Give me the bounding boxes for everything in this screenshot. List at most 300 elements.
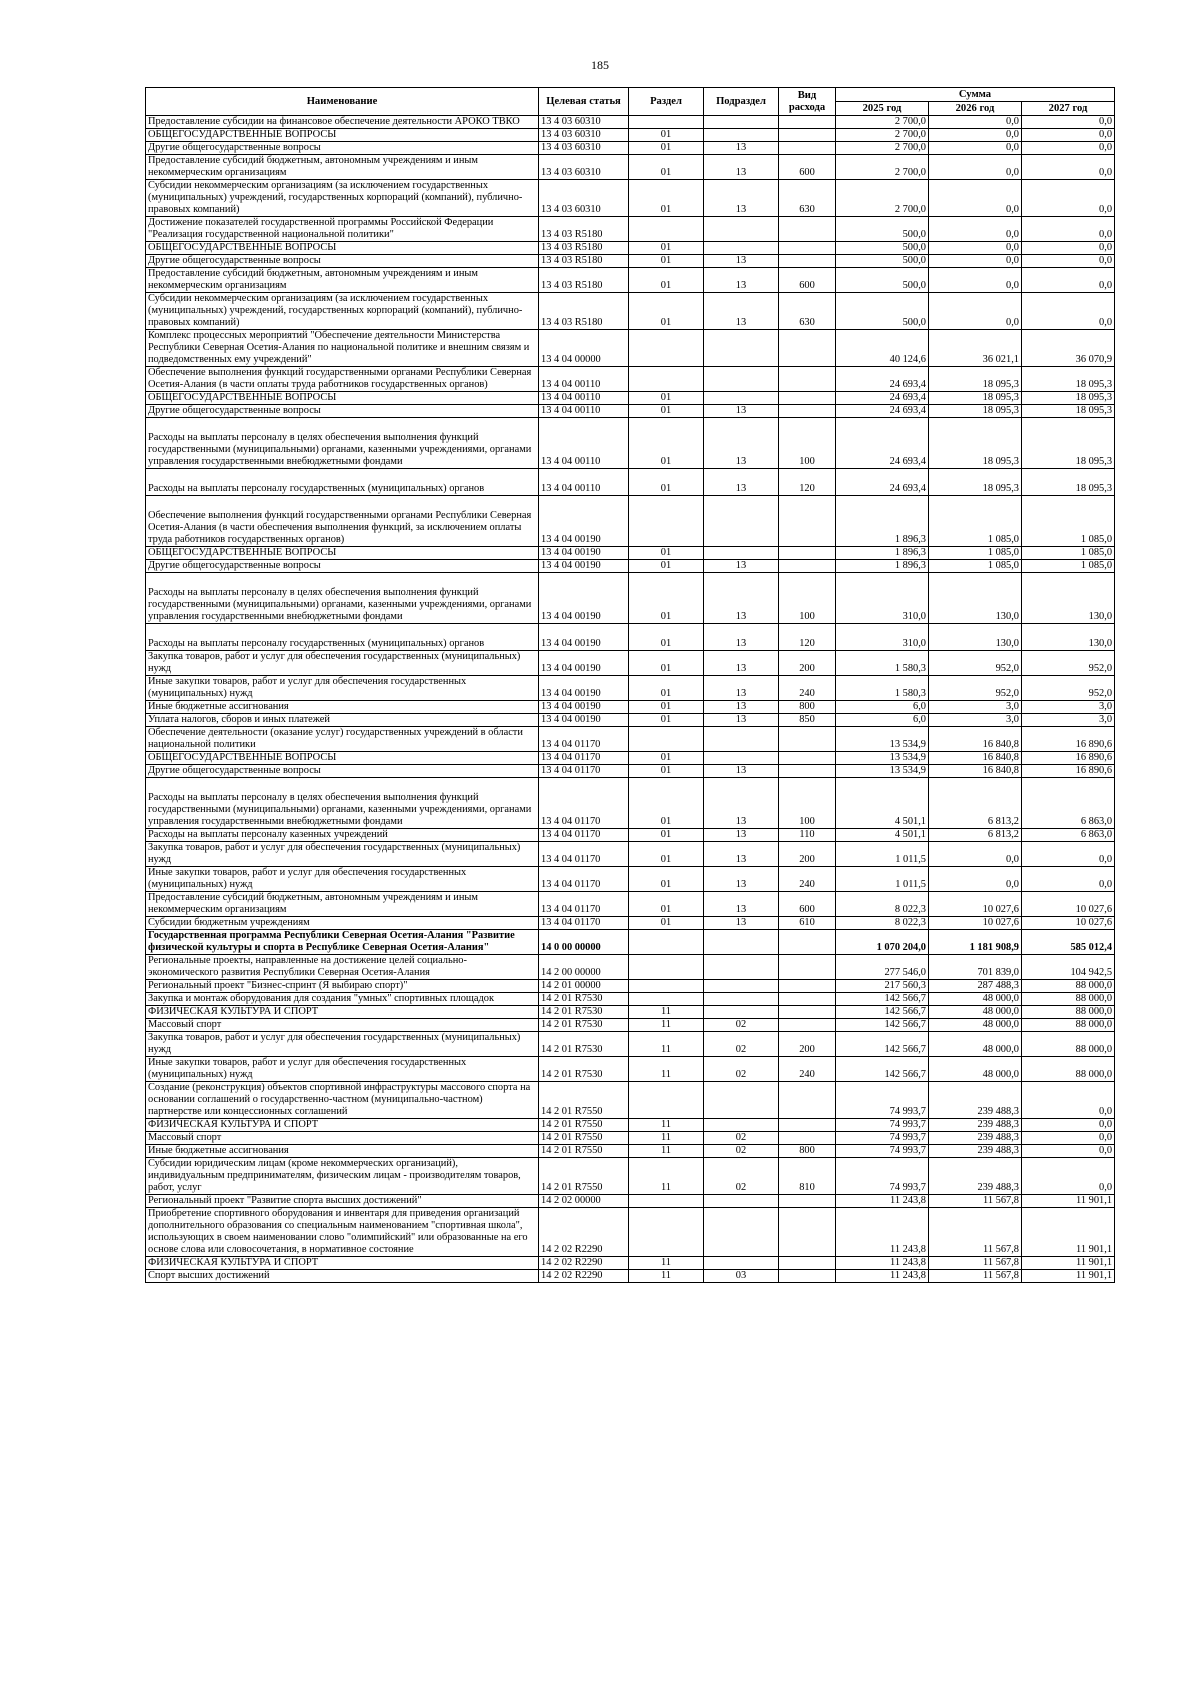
cell-razdel <box>629 217 704 242</box>
cell-razdel: 01 <box>629 714 704 727</box>
cell-sum-2025: 40 124,6 <box>836 330 929 367</box>
cell-sum-2026: 6 813,2 <box>929 829 1022 842</box>
cell-sum-2026: 18 095,3 <box>929 392 1022 405</box>
table-body <box>146 116 1115 1283</box>
cell-expense-type: 200 <box>779 842 836 867</box>
cell-target-article: 13 4 03 R5180 <box>539 268 629 293</box>
cell-podrazdel: 13 <box>704 418 779 469</box>
cell-razdel: 01 <box>629 917 704 930</box>
cell-sum-2026: 11 567,8 <box>929 1195 1022 1208</box>
table-row <box>146 1132 1115 1145</box>
cell-expense-type <box>779 116 836 129</box>
cell-sum-2026: 239 488,3 <box>929 1119 1022 1132</box>
cell-razdel <box>629 727 704 752</box>
table-row <box>146 1057 1115 1082</box>
cell-expense-type: 120 <box>779 469 836 496</box>
cell-razdel <box>629 367 704 392</box>
cell-sum-2027: 3,0 <box>1022 714 1115 727</box>
cell-expense-type: 240 <box>779 867 836 892</box>
table-row <box>146 242 1115 255</box>
cell-sum-2026: 3,0 <box>929 714 1022 727</box>
cell-sum-2026: 48 000,0 <box>929 1032 1022 1057</box>
cell-target-article: 14 2 01 R7530 <box>539 1057 629 1082</box>
cell-name: ОБЩЕГОСУДАРСТВЕННЫЕ ВОПРОСЫ <box>146 547 539 560</box>
cell-sum-2026: 952,0 <box>929 651 1022 676</box>
cell-name: Предоставление субсидии на финансовое обеспечение деятельности АРОКО ТВКО <box>146 116 539 129</box>
cell-podrazdel: 13 <box>704 765 779 778</box>
cell-target-article: 13 4 03 60310 <box>539 129 629 142</box>
cell-name: Субсидии бюджетным учреждениям <box>146 917 539 930</box>
table-row <box>146 255 1115 268</box>
table-row <box>146 1082 1115 1119</box>
cell-podrazdel: 13 <box>704 255 779 268</box>
table-row <box>146 892 1115 917</box>
cell-sum-2027: 36 070,9 <box>1022 330 1115 367</box>
cell-razdel: 01 <box>629 573 704 624</box>
cell-sum-2026: 11 567,8 <box>929 1257 1022 1270</box>
cell-expense-type: 800 <box>779 701 836 714</box>
cell-expense-type <box>779 980 836 993</box>
table-row <box>146 1119 1115 1132</box>
cell-sum-2025: 142 566,7 <box>836 1057 929 1082</box>
cell-target-article: 14 2 01 R7550 <box>539 1158 629 1195</box>
cell-name: Другие общегосударственные вопросы <box>146 142 539 155</box>
table-row <box>146 1270 1115 1283</box>
table-row <box>146 1195 1115 1208</box>
cell-podrazdel: 13 <box>704 293 779 330</box>
cell-sum-2026: 0,0 <box>929 155 1022 180</box>
cell-target-article: 13 4 04 00110 <box>539 392 629 405</box>
cell-target-article: 13 4 04 01170 <box>539 765 629 778</box>
table-row <box>146 867 1115 892</box>
cell-name: Субсидии некоммерческим организациям (за исключением государственных (муниципальных) учреждений, государственных корпораций (компаний), публично-правовых компаний) <box>146 180 539 217</box>
cell-expense-type <box>779 405 836 418</box>
cell-razdel: 01 <box>629 129 704 142</box>
cell-name: Другие общегосударственные вопросы <box>146 560 539 573</box>
cell-razdel: 01 <box>629 765 704 778</box>
cell-sum-2027: 0,0 <box>1022 1158 1115 1195</box>
table-row <box>146 624 1115 651</box>
cell-sum-2027: 88 000,0 <box>1022 993 1115 1006</box>
cell-razdel: 11 <box>629 1158 704 1195</box>
table-row <box>146 842 1115 867</box>
cell-podrazdel: 13 <box>704 842 779 867</box>
cell-expense-type <box>779 955 836 980</box>
cell-sum-2025: 11 243,8 <box>836 1208 929 1257</box>
cell-expense-type <box>779 727 836 752</box>
cell-target-article: 13 4 04 01170 <box>539 892 629 917</box>
cell-sum-2027: 104 942,5 <box>1022 955 1115 980</box>
cell-sum-2025: 142 566,7 <box>836 1019 929 1032</box>
cell-sum-2026: 0,0 <box>929 129 1022 142</box>
cell-target-article: 14 2 00 00000 <box>539 955 629 980</box>
table-row <box>146 701 1115 714</box>
cell-sum-2025: 500,0 <box>836 293 929 330</box>
table-row <box>146 129 1115 142</box>
table-row <box>146 980 1115 993</box>
cell-sum-2025: 74 993,7 <box>836 1132 929 1145</box>
cell-expense-type <box>779 496 836 547</box>
cell-sum-2027: 88 000,0 <box>1022 1006 1115 1019</box>
cell-sum-2027: 585 012,4 <box>1022 930 1115 955</box>
cell-sum-2026: 0,0 <box>929 867 1022 892</box>
cell-sum-2027: 0,0 <box>1022 1145 1115 1158</box>
cell-expense-type <box>779 930 836 955</box>
cell-target-article: 13 4 04 00190 <box>539 547 629 560</box>
cell-sum-2027: 11 901,1 <box>1022 1208 1115 1257</box>
cell-name: Региональные проекты, направленные на достижение целей социально-экономического развития Республики Северная Осетия-Алания <box>146 955 539 980</box>
cell-razdel: 11 <box>629 1257 704 1270</box>
cell-expense-type: 110 <box>779 829 836 842</box>
table-row <box>146 752 1115 765</box>
cell-razdel: 01 <box>629 293 704 330</box>
cell-target-article: 13 4 03 60310 <box>539 142 629 155</box>
table-row <box>146 180 1115 217</box>
cell-target-article: 13 4 04 00110 <box>539 367 629 392</box>
cell-podrazdel <box>704 547 779 560</box>
cell-target-article: 13 4 03 60310 <box>539 180 629 217</box>
cell-sum-2025: 8 022,3 <box>836 917 929 930</box>
cell-expense-type: 240 <box>779 1057 836 1082</box>
cell-sum-2025: 24 693,4 <box>836 367 929 392</box>
cell-razdel: 11 <box>629 1006 704 1019</box>
cell-target-article: 13 4 04 00190 <box>539 676 629 701</box>
cell-podrazdel <box>704 1119 779 1132</box>
cell-sum-2027: 0,0 <box>1022 142 1115 155</box>
cell-razdel: 11 <box>629 1057 704 1082</box>
cell-sum-2026: 48 000,0 <box>929 993 1022 1006</box>
cell-target-article: 13 4 04 00190 <box>539 573 629 624</box>
cell-sum-2025: 500,0 <box>836 217 929 242</box>
cell-name: Субсидии некоммерческим организациям (за исключением государственных (муниципальных) учреждений, государственных корпораций (компаний), публично-правовых компаний) <box>146 293 539 330</box>
table-row <box>146 1158 1115 1195</box>
cell-target-article: 14 2 01 R7550 <box>539 1119 629 1132</box>
cell-sum-2025: 74 993,7 <box>836 1145 929 1158</box>
cell-sum-2025: 4 501,1 <box>836 778 929 829</box>
cell-sum-2026: 18 095,3 <box>929 367 1022 392</box>
cell-razdel: 01 <box>629 778 704 829</box>
cell-target-article: 14 2 01 R7530 <box>539 1006 629 1019</box>
cell-sum-2027: 0,0 <box>1022 1119 1115 1132</box>
cell-sum-2026: 130,0 <box>929 624 1022 651</box>
budget-table <box>145 87 1115 1283</box>
cell-razdel: 01 <box>629 268 704 293</box>
cell-target-article: 13 4 04 01170 <box>539 778 629 829</box>
col-header-2026: 2026 год <box>929 102 1022 116</box>
cell-razdel <box>629 496 704 547</box>
cell-sum-2027: 0,0 <box>1022 293 1115 330</box>
cell-razdel: 01 <box>629 624 704 651</box>
cell-name: Государственная программа Республики Северная Осетия-Алания "Развитие физической культуры и спорта в Республике Северная Осетия-Алания" <box>146 930 539 955</box>
cell-sum-2026: 239 488,3 <box>929 1082 1022 1119</box>
cell-name: Закупка товаров, работ и услуг для обеспечения государственных (муниципальных) нужд <box>146 842 539 867</box>
cell-podrazdel: 02 <box>704 1032 779 1057</box>
table-row <box>146 496 1115 547</box>
cell-name: Расходы на выплаты персоналу в целях обеспечения выполнения функций государственными (муниципальными) органами, казенными учреждениями, органами управления государственными внебюджетными фондами <box>146 418 539 469</box>
cell-sum-2025: 24 693,4 <box>836 418 929 469</box>
cell-target-article: 13 4 04 00190 <box>539 624 629 651</box>
cell-sum-2025: 74 993,7 <box>836 1158 929 1195</box>
cell-sum-2026: 0,0 <box>929 842 1022 867</box>
cell-expense-type <box>779 560 836 573</box>
cell-name: Иные бюджетные ассигнования <box>146 701 539 714</box>
cell-podrazdel <box>704 955 779 980</box>
cell-podrazdel <box>704 116 779 129</box>
cell-name: Массовый спорт <box>146 1132 539 1145</box>
table-row <box>146 1032 1115 1057</box>
cell-target-article: 13 4 04 01170 <box>539 752 629 765</box>
cell-target-article: 13 4 04 00110 <box>539 418 629 469</box>
table-row <box>146 293 1115 330</box>
col-header-2025: 2025 год <box>836 102 929 116</box>
cell-expense-type <box>779 765 836 778</box>
cell-podrazdel: 13 <box>704 676 779 701</box>
cell-razdel: 01 <box>629 469 704 496</box>
cell-expense-type <box>779 1195 836 1208</box>
cell-razdel <box>629 993 704 1006</box>
cell-sum-2025: 142 566,7 <box>836 993 929 1006</box>
cell-razdel: 01 <box>629 701 704 714</box>
cell-podrazdel <box>704 1257 779 1270</box>
cell-podrazdel: 03 <box>704 1270 779 1283</box>
cell-podrazdel <box>704 367 779 392</box>
cell-expense-type <box>779 752 836 765</box>
cell-name: ОБЩЕГОСУДАРСТВЕННЫЕ ВОПРОСЫ <box>146 242 539 255</box>
cell-sum-2027: 0,0 <box>1022 116 1115 129</box>
cell-name: ФИЗИЧЕСКАЯ КУЛЬТУРА И СПОРТ <box>146 1257 539 1270</box>
cell-sum-2025: 1 011,5 <box>836 867 929 892</box>
cell-name: Расходы на выплаты персоналу государственных (муниципальных) органов <box>146 469 539 496</box>
table-row <box>146 1019 1115 1032</box>
cell-sum-2025: 142 566,7 <box>836 1032 929 1057</box>
table-row <box>146 778 1115 829</box>
table-row <box>146 142 1115 155</box>
cell-expense-type: 120 <box>779 624 836 651</box>
cell-razdel: 01 <box>629 676 704 701</box>
cell-sum-2026: 1 085,0 <box>929 560 1022 573</box>
cell-sum-2025: 13 534,9 <box>836 727 929 752</box>
cell-podrazdel: 13 <box>704 624 779 651</box>
cell-sum-2025: 2 700,0 <box>836 129 929 142</box>
cell-sum-2025: 310,0 <box>836 624 929 651</box>
cell-sum-2025: 6,0 <box>836 701 929 714</box>
cell-podrazdel: 13 <box>704 714 779 727</box>
cell-name: ФИЗИЧЕСКАЯ КУЛЬТУРА И СПОРТ <box>146 1006 539 1019</box>
cell-sum-2025: 4 501,1 <box>836 829 929 842</box>
cell-sum-2025: 74 993,7 <box>836 1082 929 1119</box>
cell-sum-2026: 36 021,1 <box>929 330 1022 367</box>
cell-name: Создание (реконструкция) объектов спортивной инфраструктуры массового спорта на основании соглашений о государственно-частном (муниципально-частном) партнерстве или концессионных соглашений <box>146 1082 539 1119</box>
cell-sum-2026: 952,0 <box>929 676 1022 701</box>
cell-expense-type: 800 <box>779 1145 836 1158</box>
cell-target-article: 13 4 03 R5180 <box>539 217 629 242</box>
cell-name: Комплекс процессных мероприятий "Обеспечение деятельности Министерства Республики Северная Осетия-Алания по национальной политике и внешним связям и подведомственных ему учреждений" <box>146 330 539 367</box>
cell-sum-2026: 239 488,3 <box>929 1132 1022 1145</box>
cell-name: Субсидии юридическим лицам (кроме некоммерческих организаций), индивидуальным предпринимателям, физическим лицам - производителям товаров, работ, услуг <box>146 1158 539 1195</box>
table-row <box>146 829 1115 842</box>
cell-razdel: 01 <box>629 255 704 268</box>
cell-podrazdel <box>704 930 779 955</box>
cell-podrazdel: 13 <box>704 155 779 180</box>
cell-sum-2027: 0,0 <box>1022 242 1115 255</box>
cell-podrazdel <box>704 496 779 547</box>
table-row <box>146 155 1115 180</box>
cell-razdel: 01 <box>629 867 704 892</box>
cell-sum-2025: 24 693,4 <box>836 405 929 418</box>
cell-target-article: 13 4 03 60310 <box>539 155 629 180</box>
cell-sum-2026: 0,0 <box>929 180 1022 217</box>
cell-name: Иные закупки товаров, работ и услуг для обеспечения государственных (муниципальных) нужд <box>146 867 539 892</box>
table-row <box>146 116 1115 129</box>
cell-razdel: 01 <box>629 560 704 573</box>
cell-sum-2025: 74 993,7 <box>836 1119 929 1132</box>
cell-sum-2026: 239 488,3 <box>929 1158 1022 1195</box>
cell-sum-2025: 11 243,8 <box>836 1270 929 1283</box>
cell-sum-2027: 11 901,1 <box>1022 1270 1115 1283</box>
table-row <box>146 955 1115 980</box>
cell-sum-2026: 10 027,6 <box>929 892 1022 917</box>
cell-sum-2027: 0,0 <box>1022 155 1115 180</box>
col-header-sum: Сумма <box>836 88 1115 102</box>
cell-podrazdel <box>704 1208 779 1257</box>
cell-razdel: 01 <box>629 752 704 765</box>
cell-sum-2027: 0,0 <box>1022 217 1115 242</box>
cell-sum-2025: 310,0 <box>836 573 929 624</box>
cell-sum-2027: 18 095,3 <box>1022 367 1115 392</box>
cell-target-article: 13 4 03 R5180 <box>539 293 629 330</box>
cell-podrazdel <box>704 727 779 752</box>
col-header-podrazdel: Подраздел <box>704 88 779 116</box>
cell-sum-2027: 11 901,1 <box>1022 1195 1115 1208</box>
cell-name: ОБЩЕГОСУДАРСТВЕННЫЕ ВОПРОСЫ <box>146 752 539 765</box>
cell-podrazdel: 13 <box>704 701 779 714</box>
table-row <box>146 217 1115 242</box>
cell-sum-2027: 10 027,6 <box>1022 917 1115 930</box>
cell-expense-type <box>779 367 836 392</box>
cell-target-article: 13 4 04 00190 <box>539 496 629 547</box>
cell-sum-2025: 2 700,0 <box>836 142 929 155</box>
table-row <box>146 268 1115 293</box>
cell-expense-type <box>779 547 836 560</box>
cell-podrazdel <box>704 392 779 405</box>
table-header <box>146 88 1115 116</box>
cell-sum-2026: 0,0 <box>929 255 1022 268</box>
cell-razdel: 11 <box>629 1019 704 1032</box>
cell-name: Приобретение спортивного оборудования и инвентаря для приведения организаций дополнительного образования со специальным наименованием "спортивная школа", использующих в своем наименовании слово "олимпийский" или образованные на его основе слова или словосочетания, в нормативное состояние <box>146 1208 539 1257</box>
cell-razdel: 01 <box>629 392 704 405</box>
cell-expense-type: 810 <box>779 1158 836 1195</box>
cell-podrazdel: 02 <box>704 1158 779 1195</box>
cell-expense-type: 850 <box>779 714 836 727</box>
cell-sum-2027: 88 000,0 <box>1022 1019 1115 1032</box>
page-number: 185 <box>591 58 609 72</box>
cell-podrazdel: 13 <box>704 142 779 155</box>
col-header-name: Наименование <box>146 88 539 116</box>
table-row <box>146 469 1115 496</box>
cell-sum-2027: 10 027,6 <box>1022 892 1115 917</box>
cell-target-article: 13 4 04 00190 <box>539 651 629 676</box>
cell-razdel: 11 <box>629 1270 704 1283</box>
table-row <box>146 1257 1115 1270</box>
cell-sum-2027: 130,0 <box>1022 573 1115 624</box>
cell-podrazdel: 02 <box>704 1019 779 1032</box>
cell-sum-2026: 18 095,3 <box>929 469 1022 496</box>
cell-sum-2025: 500,0 <box>836 268 929 293</box>
cell-expense-type <box>779 993 836 1006</box>
cell-sum-2025: 13 534,9 <box>836 765 929 778</box>
table-row <box>146 727 1115 752</box>
cell-podrazdel: 13 <box>704 573 779 624</box>
cell-sum-2026: 16 840,8 <box>929 765 1022 778</box>
cell-podrazdel <box>704 242 779 255</box>
cell-sum-2025: 24 693,4 <box>836 469 929 496</box>
cell-sum-2027: 952,0 <box>1022 651 1115 676</box>
table-row <box>146 930 1115 955</box>
cell-expense-type: 200 <box>779 1032 836 1057</box>
cell-sum-2027: 1 085,0 <box>1022 496 1115 547</box>
cell-name: Предоставление субсидий бюджетным, автономным учреждениям и иным некоммерческим организациям <box>146 268 539 293</box>
cell-sum-2025: 277 546,0 <box>836 955 929 980</box>
cell-sum-2025: 2 700,0 <box>836 180 929 217</box>
cell-sum-2026: 16 840,8 <box>929 727 1022 752</box>
cell-name: Уплата налогов, сборов и иных платежей <box>146 714 539 727</box>
cell-sum-2027: 88 000,0 <box>1022 980 1115 993</box>
cell-razdel: 01 <box>629 405 704 418</box>
cell-sum-2025: 1 896,3 <box>836 547 929 560</box>
cell-sum-2026: 11 567,8 <box>929 1270 1022 1283</box>
cell-name: Закупка товаров, работ и услуг для обеспечения государственных (муниципальных) нужд <box>146 651 539 676</box>
cell-razdel <box>629 980 704 993</box>
cell-razdel <box>629 330 704 367</box>
cell-podrazdel <box>704 217 779 242</box>
table-row <box>146 765 1115 778</box>
cell-name: Спорт высших достижений <box>146 1270 539 1283</box>
cell-target-article: 13 4 04 00110 <box>539 405 629 418</box>
cell-razdel: 01 <box>629 242 704 255</box>
col-header-2027: 2027 год <box>1022 102 1115 116</box>
cell-razdel: 01 <box>629 829 704 842</box>
cell-sum-2025: 2 700,0 <box>836 155 929 180</box>
col-header-code: Целевая статья <box>539 88 629 116</box>
col-header-vid: Вид расхода <box>779 88 836 116</box>
cell-name: ОБЩЕГОСУДАРСТВЕННЫЕ ВОПРОСЫ <box>146 129 539 142</box>
cell-expense-type: 100 <box>779 573 836 624</box>
table-row <box>146 1208 1115 1257</box>
cell-sum-2025: 500,0 <box>836 255 929 268</box>
cell-podrazdel: 02 <box>704 1057 779 1082</box>
cell-podrazdel: 13 <box>704 892 779 917</box>
cell-expense-type <box>779 1270 836 1283</box>
cell-sum-2027: 16 890,6 <box>1022 765 1115 778</box>
cell-target-article: 14 2 02 00000 <box>539 1195 629 1208</box>
cell-podrazdel: 13 <box>704 405 779 418</box>
cell-sum-2025: 13 534,9 <box>836 752 929 765</box>
cell-sum-2027: 18 095,3 <box>1022 418 1115 469</box>
cell-target-article: 13 4 03 R5180 <box>539 242 629 255</box>
cell-sum-2026: 16 840,8 <box>929 752 1022 765</box>
cell-sum-2027: 0,0 <box>1022 867 1115 892</box>
table-row <box>146 1145 1115 1158</box>
cell-sum-2025: 6,0 <box>836 714 929 727</box>
cell-sum-2025: 8 022,3 <box>836 892 929 917</box>
cell-sum-2026: 0,0 <box>929 268 1022 293</box>
cell-sum-2027: 0,0 <box>1022 1082 1115 1119</box>
cell-expense-type <box>779 1257 836 1270</box>
cell-name: ОБЩЕГОСУДАРСТВЕННЫЕ ВОПРОСЫ <box>146 392 539 405</box>
cell-sum-2026: 287 488,3 <box>929 980 1022 993</box>
cell-sum-2027: 0,0 <box>1022 1132 1115 1145</box>
cell-razdel <box>629 930 704 955</box>
